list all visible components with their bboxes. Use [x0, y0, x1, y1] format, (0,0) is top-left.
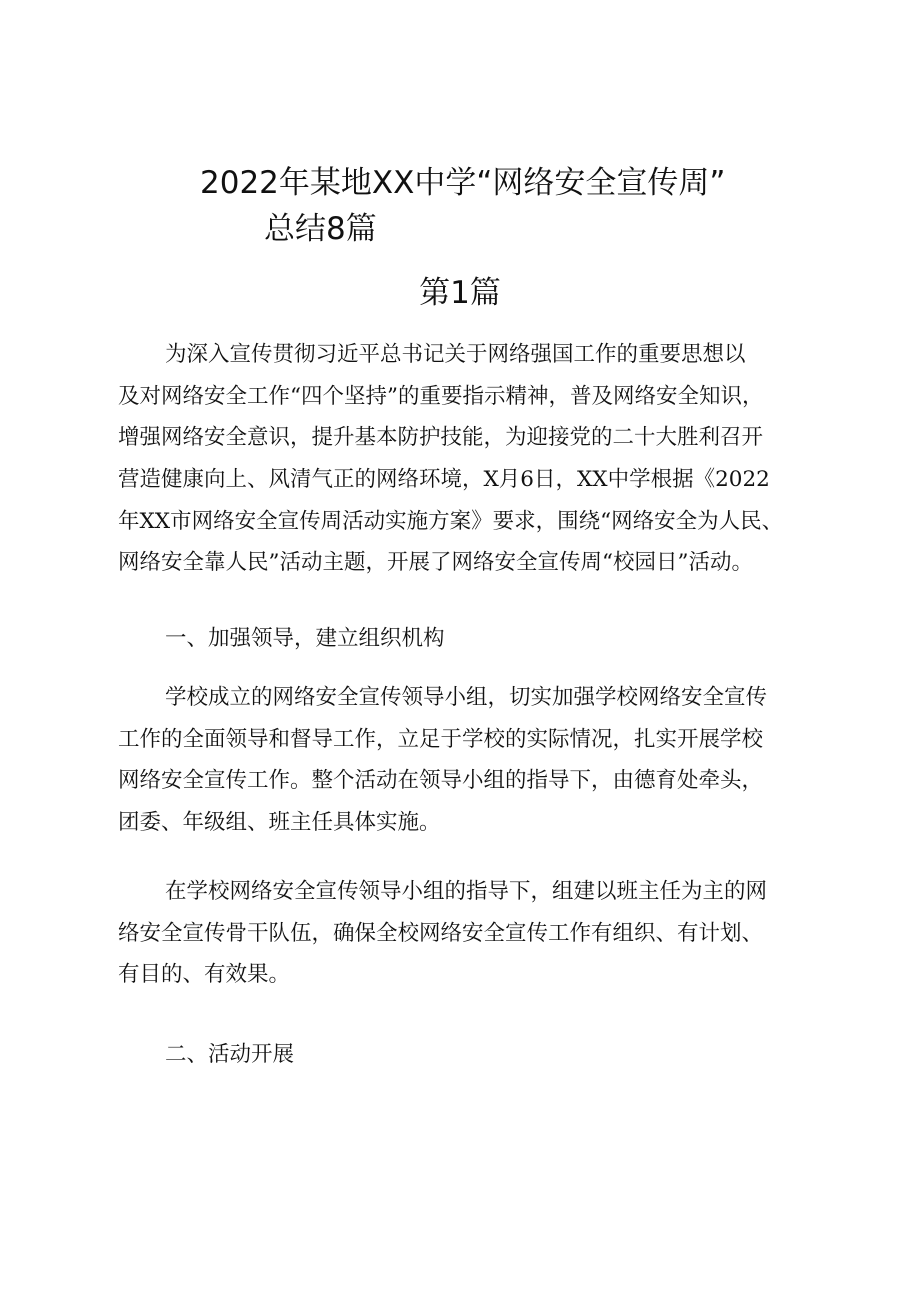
paragraph-line: 工作的全面领导和督导工作，立足于学校的实际情况，扎实开展学校	[118, 726, 764, 752]
paragraph-line: 络安全宣传骨干队伍，确保全校网络安全宣传工作有组织、有计划、	[118, 920, 764, 946]
section-heading-1: 一、加强领导，建立组织机构	[165, 626, 445, 651]
title-line-1: 2022年某地XX中学“网络安全宣传周”	[200, 165, 726, 201]
paragraph-line: 增强网络安全意识，提升基本防护技能，为迎接党的二十大胜利召开	[118, 425, 764, 451]
paragraph-intro	[118, 334, 818, 584]
paragraph-line: 年XX市网络安全宣传周活动实施方案》要求，围绕“网络安全为人民、	[118, 508, 784, 534]
paragraph-team	[118, 871, 818, 996]
paragraph-line: 在学校网络安全宣传领导小组的指导下，组建以班主任为主的网	[165, 879, 768, 904]
part-heading: 第1篇	[419, 275, 501, 311]
paragraph-line: 团委、年级组、班主任具体实施。	[118, 810, 441, 836]
paragraph-line: 网络安全宣传工作。整个活动在领导小组的指导下，由德育处牵头，	[118, 768, 764, 794]
title-line-2: 总结8篇	[264, 211, 377, 247]
paragraph-leadership	[118, 677, 818, 844]
paragraph-line: 及对网络安全工作“四个坚持”的重要指示精神，普及网络安全知识，	[118, 383, 764, 409]
document-title	[200, 160, 860, 252]
paragraph-line: 为深入宣传贯彻习近平总书记关于网络强国工作的重要思想以	[165, 342, 746, 367]
paragraph-line: 网络安全靠人民”活动主题，开展了网络安全宣传周“校园日”活动。	[118, 550, 753, 576]
paragraph-line: 营造健康向上、风清气正的网络环境，X月6日，XX中学根据《2022	[118, 467, 770, 493]
paragraph-line: 有目的、有效果。	[118, 962, 291, 988]
paragraph-line: 学校成立的网络安全宣传领导小组，切实加强学校网络安全宣传	[165, 685, 768, 710]
section-heading-2: 二、活动开展	[165, 1042, 295, 1067]
